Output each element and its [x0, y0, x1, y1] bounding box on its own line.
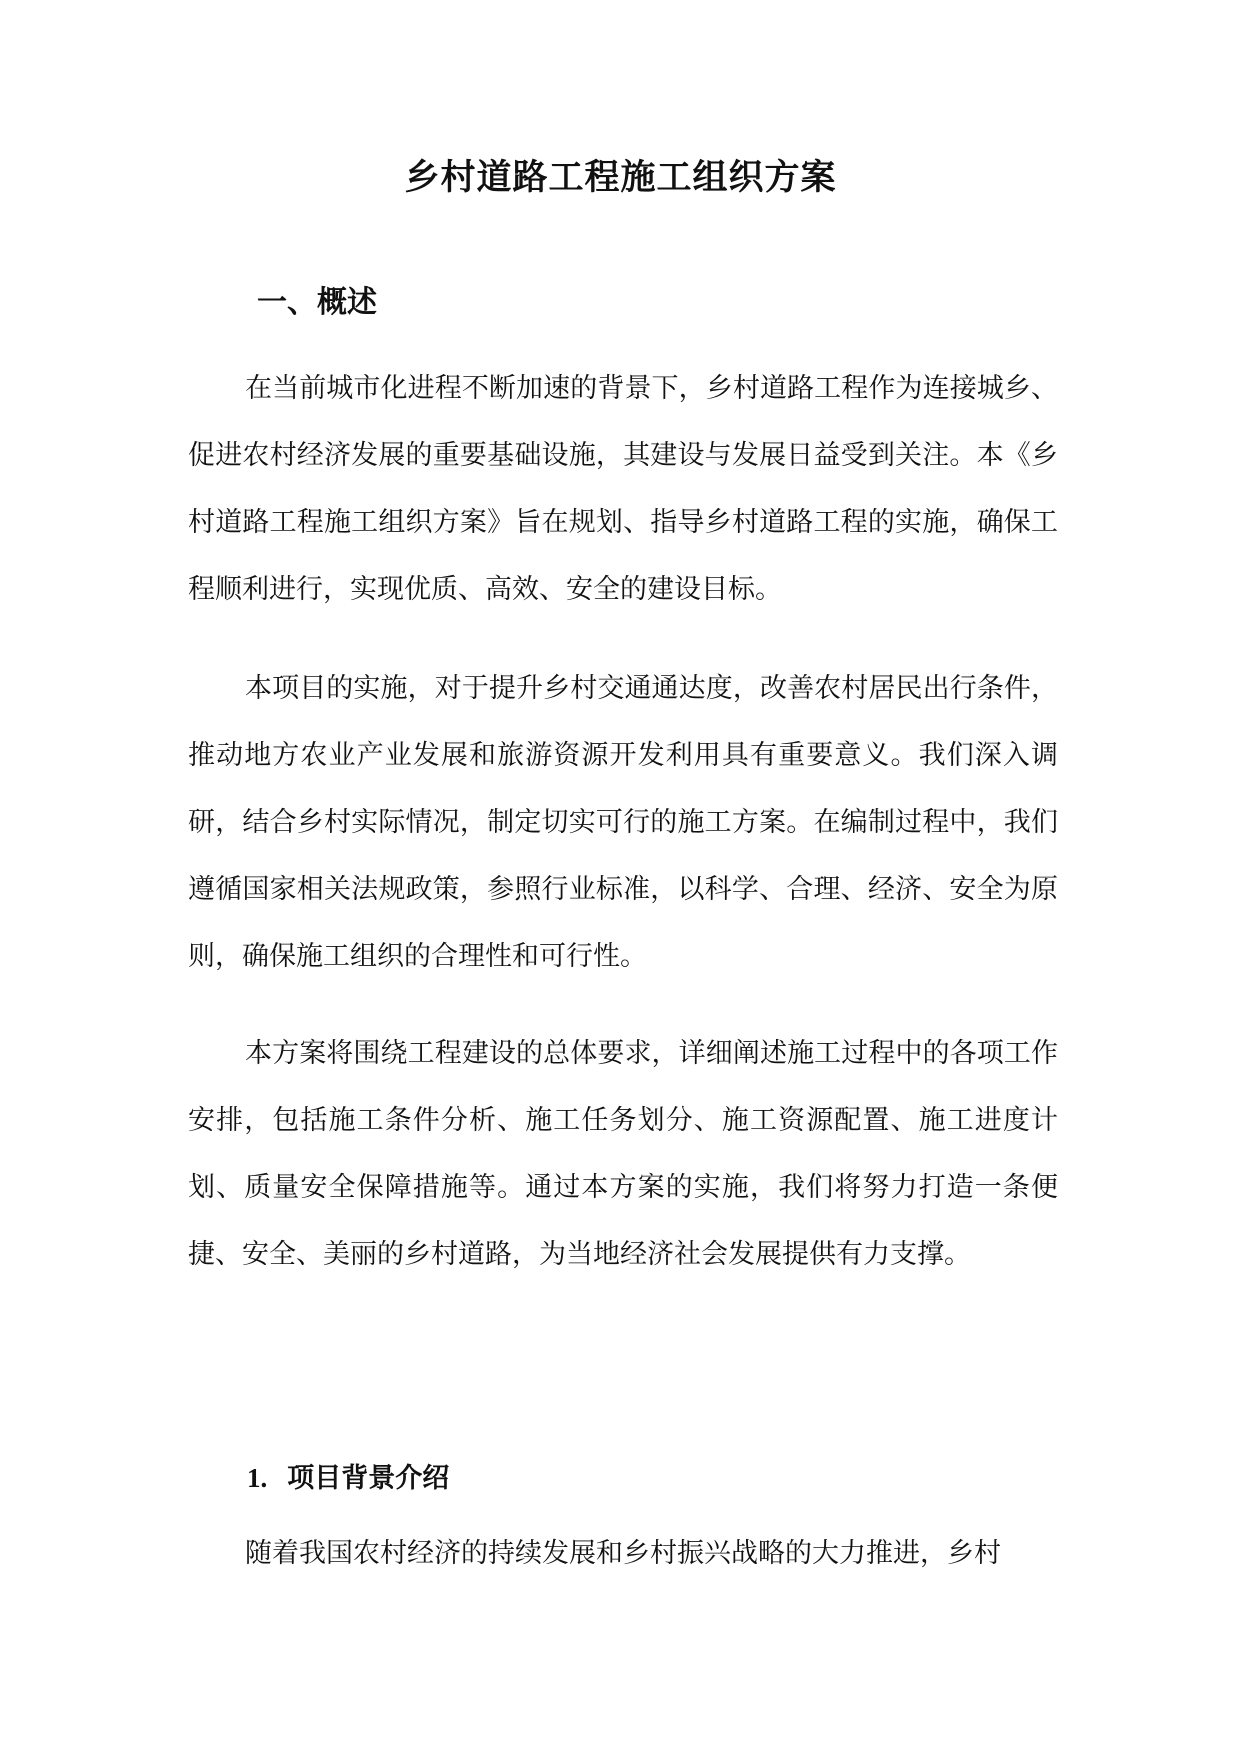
paragraph: 在当前城市化进程不断加速的背景下，乡村道路工程作为连接城乡、促进农村经济发展的重要基础设施，其建设与发展日益受到关注。本《乡村道路工程施工组织方案》旨在规划、指导乡村道路工程的实施，确保工程顺利进行，实现优质、高效、安全的建设目标。	[188, 373, 1058, 605]
subsection-heading-project-background	[247, 1453, 449, 1504]
paragraph: 本方案将围绕工程建设的总体要求，详细阐述施工过程中的各项工作安排，包括施工条件分析、施工任务划分、施工资源配置、施工进度计划、质量安全保障措施等。通过本方案的实施，我们将努力打造一条便捷、安全、美丽的乡村道路，为当地经济社会发展提供有力支撑。	[188, 1038, 1058, 1270]
paragraph: 本项目的实施，对于提升乡村交通通达度，改善农村居民出行条件，推动地方农业产业发展和旅游资源开发利用具有重要意义。我们深入调研，结合乡村实际情况，制定切实可行的施工方案。在编制过程中，我们遵循国家相关法规政策，参照行业标准，以科学、合理、经济、安全为原则，确保施工组织的合理性和可行性。	[188, 673, 1058, 972]
section-heading-overview: 一、概述	[257, 285, 377, 320]
subsection-title: 项目背景介绍	[287, 1463, 450, 1494]
paragraph: 随着我国农村经济的持续发展和乡村振兴战略的大力推进，乡村	[245, 1538, 1001, 1569]
document-title: 乡村道路工程施工组织方案	[404, 157, 837, 198]
subsection-number: 1.	[247, 1463, 268, 1493]
